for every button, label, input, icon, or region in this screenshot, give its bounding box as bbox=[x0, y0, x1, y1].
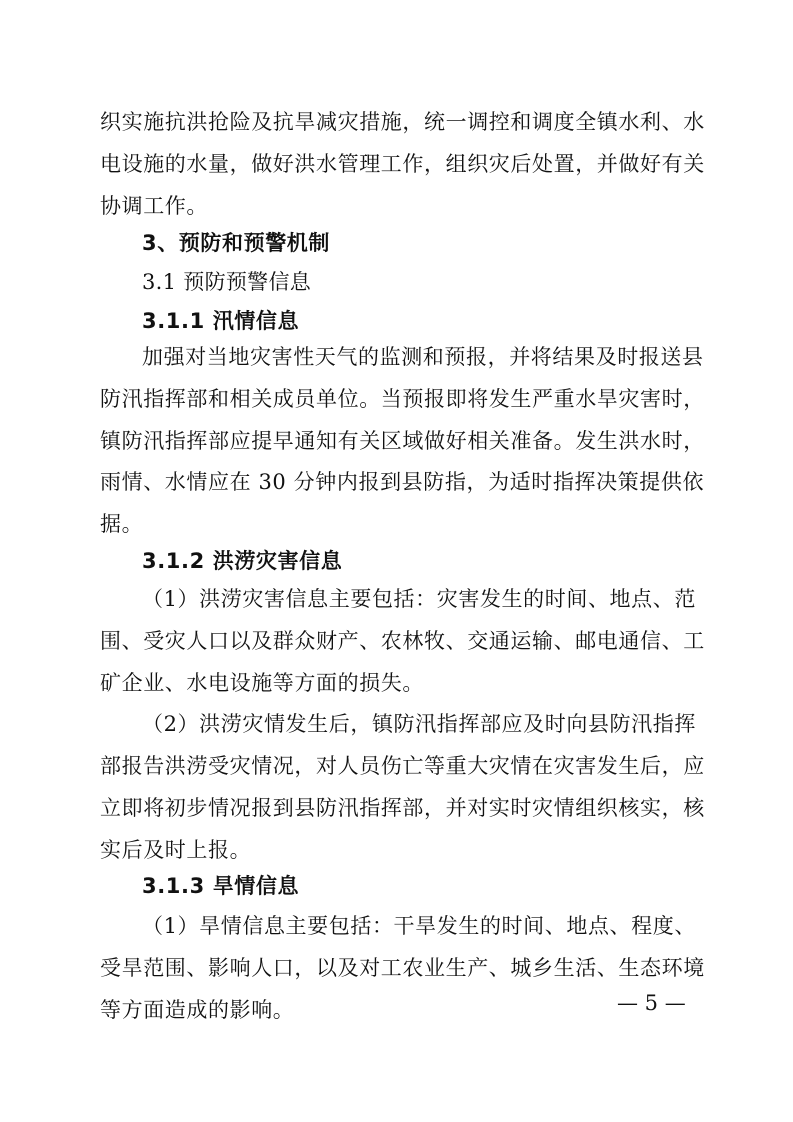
paragraph-line: 防汛指挥部和相关成员单位。当预报即将发生严重水旱灾害时， bbox=[100, 387, 705, 411]
paragraph-line: 立即将初步情况报到县防汛指挥部，并对实时灾情组织核实，核 bbox=[100, 796, 705, 820]
paragraph-line: 部报告洪涝受灾情况，对人员伤亡等重大灾情在灾害发生后，应 bbox=[100, 754, 705, 778]
paragraph-line: 据。 bbox=[100, 512, 144, 536]
paragraph-line: 加强对当地灾害性天气的监测和预报，并将结果及时报送县 bbox=[142, 345, 704, 369]
paragraph-line: （1）旱情信息主要包括：干旱发生的时间、地点、程度、 bbox=[142, 914, 696, 938]
subsection-heading: 3.1.2 洪涝灾害信息 bbox=[142, 549, 343, 573]
subsection-heading: 3.1.3 旱情信息 bbox=[142, 874, 300, 898]
section-heading: 3、预防和预警机制 bbox=[142, 231, 331, 255]
paragraph-line: 电设施的水量，做好洪水管理工作，组织灾后处置，并做好有关 bbox=[100, 152, 705, 176]
paragraph-line: 受旱范围、影响人口，以及对工农业生产、城乡生活、生态环境 bbox=[100, 956, 705, 980]
paragraph-line: 雨情、水情应在 30 分钟内报到县防指，为适时指挥决策提供依 bbox=[100, 470, 705, 494]
paragraph-line: 织实施抗洪抢险及抗旱减灾措施，统一调控和调度全镇水利、水 bbox=[100, 110, 705, 134]
paragraph-line: 矿企业、水电设施等方面的损失。 bbox=[100, 671, 424, 695]
subsection-heading: 3.1 预防预警信息 bbox=[142, 270, 312, 294]
subsection-heading: 3.1.1 汛情信息 bbox=[142, 309, 300, 333]
paragraph-line: 等方面造成的影响。 bbox=[100, 998, 295, 1022]
paragraph-line: （1）洪涝灾害信息主要包括：灾害发生的时间、地点、范 bbox=[142, 587, 696, 611]
paragraph-line: 围、受灾人口以及群众财产、农林牧、交通运输、邮电通信、工 bbox=[100, 629, 705, 653]
paragraph-line: 协调工作。 bbox=[100, 194, 208, 218]
paragraph-line: 镇防汛指挥部应提早通知有关区域做好相关准备。发生洪水时， bbox=[100, 429, 705, 453]
paragraph-line: （2）洪涝灾情发生后，镇防汛指挥部应及时向县防汛指挥 bbox=[142, 712, 696, 736]
paragraph-line: 实后及时上报。 bbox=[100, 838, 252, 862]
page-number: — 5 — bbox=[617, 991, 686, 1015]
